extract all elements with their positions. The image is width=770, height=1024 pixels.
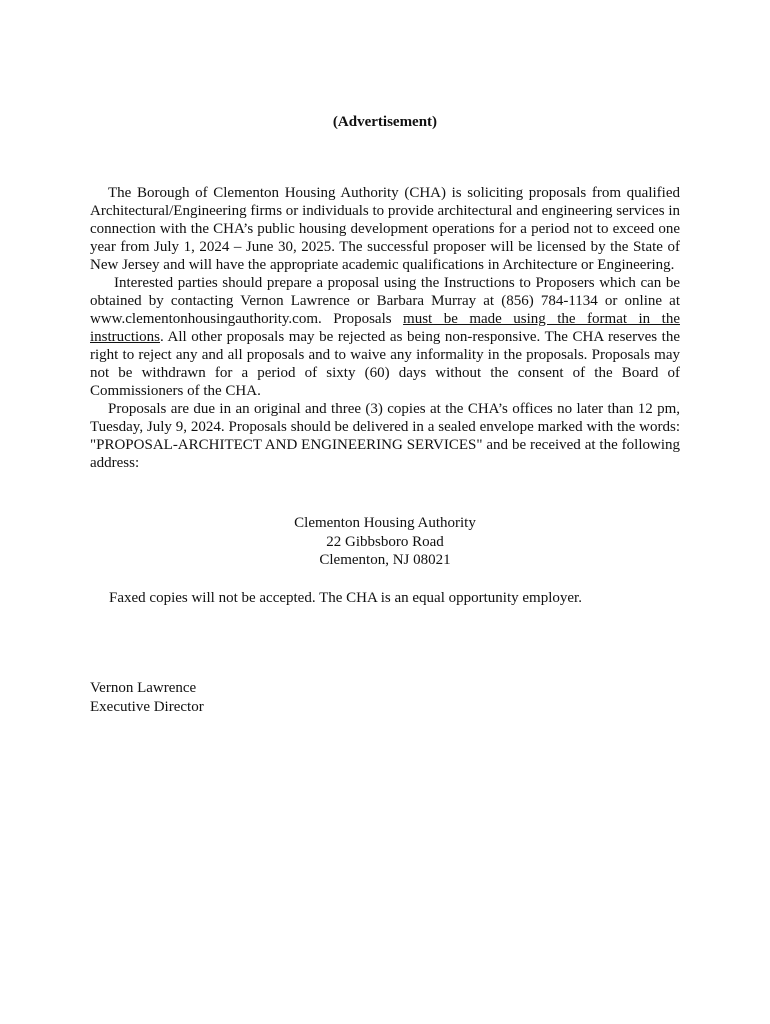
address-line-3: Clementon, NJ 08021 (319, 552, 451, 568)
format-requirement-underlined: must be made using the format in the instructions (90, 311, 680, 345)
address-line-2: 22 Gibbsboro Road (326, 533, 444, 550)
paragraph-instructions-lead: Interested parties should prepare a proposal using the Instructions to Proposers which can be obtained by contacting Vernon Lawrence or Barbara Murray at (856) 784-1134 or online at www.clementonhousingauthority.com. Proposals (90, 275, 680, 327)
signatory-name: Vernon Lawrence (90, 680, 197, 696)
paragraph-instructions (90, 274, 680, 400)
advertisement-heading: (Advertisement) (332, 114, 438, 130)
address-line-1: Clementon Housing Authority (294, 515, 476, 531)
body-text (90, 184, 680, 472)
mailing-address (0, 514, 770, 570)
signatory-title: Executive Director (90, 698, 204, 715)
signature-block (90, 679, 204, 716)
paragraph-due-date: Proposals are due in an original and three (3) copies at the CHA’s offices no later than 12 pm, Tuesday, July 9, 2024. Proposals should be delivered in a sealed envelope marked with the words: "PROPOSAL-ARCHITECT AND ENGINEERING SERVICES" and be received at the following address: (90, 401, 680, 471)
paragraph-instructions-tail: . All other proposals may be rejected as being non-responsive. The CHA reserves the right to reject any and all proposals and to waive any informality in the proposals. Proposals may not be withdrawn for a period of sixty (60) days without the consent of the Board of Commissioners of the CHA. (90, 329, 680, 399)
paragraph-solicitation: The Borough of Clementon Housing Authority (CHA) is soliciting proposals from qualified Architectural/Engineering firms or individuals to provide architectural and engineering services in connection with the CHA’s public housing development operations for a period not to exceed one year from July 1, 2024 – June 30, 2025. The successful proposer will be licensed by the State of New Jersey and will have the appropriate academic qualifications in Architecture or Engineering. (90, 185, 680, 273)
closing-statement: Faxed copies will not be accepted. The CHA is an equal opportunity employer. (109, 590, 582, 606)
